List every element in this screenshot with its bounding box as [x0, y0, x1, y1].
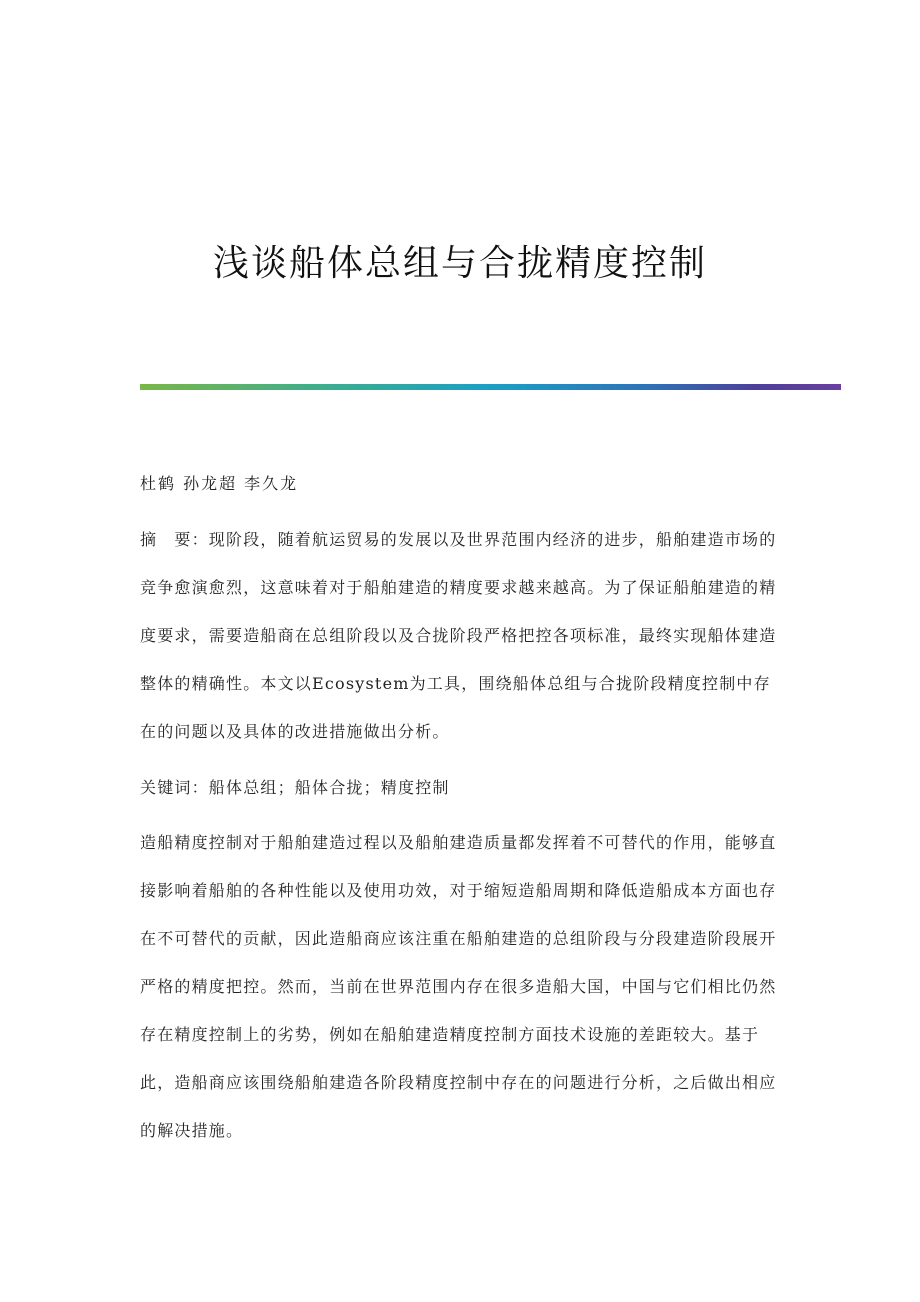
gradient-divider [140, 384, 841, 390]
intro-paragraph: 造船精度控制对于船舶建造过程以及船舶建造质量都发挥着不可替代的作用，能够直接影响着船舶的各种性能以及使用功效，对于缩短造船周期和降低造船成本方面也存在不可替代的贡献，因此造船商应该注重在船舶建造的总组阶段与分段建造阶段展开严格的精度把控。然而，当前在世界范围内存在很多造船大国，中国与它们相比仍然存在精度控制上的劣势，例如在船舶建造精度控制方面技术设施的差距较大。基于此，造船商应该围绕船舶建造各阶段精度控制中存在的问题进行分析，之后做出相应的解决措施。 [140, 833, 777, 1140]
document-title: 浅谈船体总组与合拢精度控制 [212, 243, 707, 285]
author-line: 杜鹤 孙龙超 李久龙 [140, 474, 299, 493]
keywords-line: 关键词：船体总组；船体合拢；精度控制 [140, 778, 450, 797]
abstract-paragraph: 摘 要：现阶段，随着航运贸易的发展以及世界范围内经济的进步，船舶建造市场的竞争愈演愈烈，这意味着对于船舶建造的精度要求越来越高。为了保证船舶建造的精度要求，需要造船商在总组阶段以及合拢阶段严格把控各项标准，最终实现船体建造整体的精确性。本文以Ecosystem为工具，围绕船体总组与合拢阶段精度控制中存在的问题以及具体的改进措施做出分析。 [140, 530, 777, 741]
